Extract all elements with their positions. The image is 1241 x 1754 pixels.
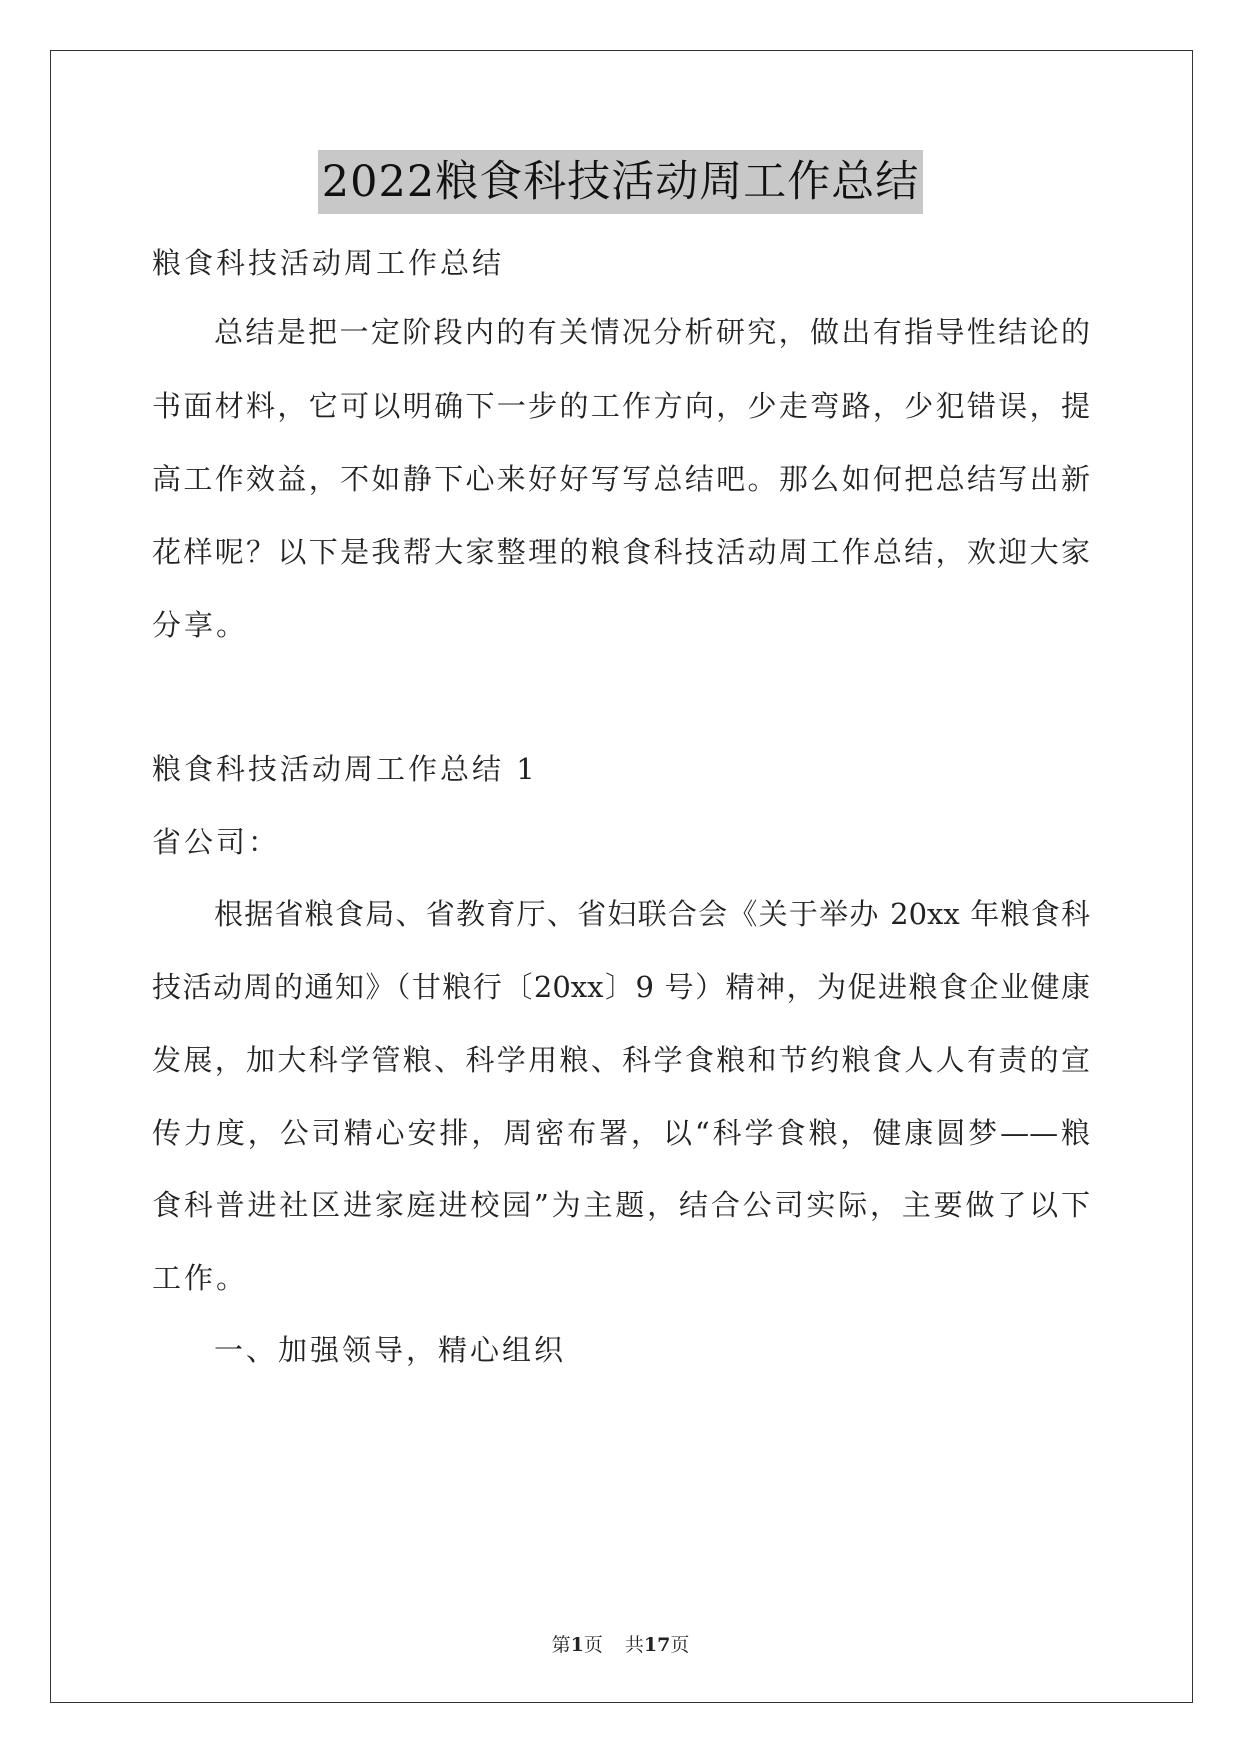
total-suffix: 页 [670,1634,690,1656]
intro-line-2: 书面材料，它可以明确下一步的工作方向，少走弯路，少犯错误，提 [152,389,1090,423]
page-footer [0,1632,1241,1658]
page-prefix: 第 [551,1634,571,1656]
page-mid: 页 [583,1634,603,1656]
intro-line-5: 分享。 [152,608,249,642]
total-prefix: 共 [624,1634,644,1656]
page-border [50,50,1193,1703]
intro-line-1: 总结是把一定阶段内的有关情况分析研究，做出有指导性结论的 [214,315,1090,349]
document-title: 2022粮食科技活动周工作总结 [318,150,923,214]
page-current: 1 [570,1634,584,1656]
body-line-6: 工作。 [152,1261,249,1295]
title-wrap [0,150,1241,214]
subheading: 一、加强领导，精心组织 [214,1333,567,1367]
intro-line-3: 高工作效益，不如静下心来好好写写总结吧。那么如何把总结写出新 [152,462,1090,496]
body-line-2: 技活动周的通知》（甘粮行〔20xx〕9 号）精神，为促进粮食企业健康 [152,970,1090,1004]
document-subtitle: 粮食科技活动周工作总结 [152,246,505,280]
intro-line-4: 花样呢？以下是我帮大家整理的粮食科技活动周工作总结，欢迎大家 [152,535,1090,569]
body-line-4: 传力度，公司精心安排，周密布署，以“科学食粮，健康圆梦——粮 [152,1116,1090,1150]
body-line-3: 发展，加大科学管粮、科学用粮、科学食粮和节约粮食人人有责的宣 [152,1043,1090,1077]
section-heading: 粮食科技活动周工作总结 1 [152,752,538,786]
body-line-1: 根据省粮食局、省教育厅、省妇联合会《关于举办 20xx 年粮食科 [214,897,1090,931]
body-line-5: 食科普进社区进家庭进校园”为主题，结合公司实际，主要做了以下 [152,1188,1090,1222]
page-total: 17 [643,1634,671,1656]
salutation: 省公司： [152,825,281,859]
